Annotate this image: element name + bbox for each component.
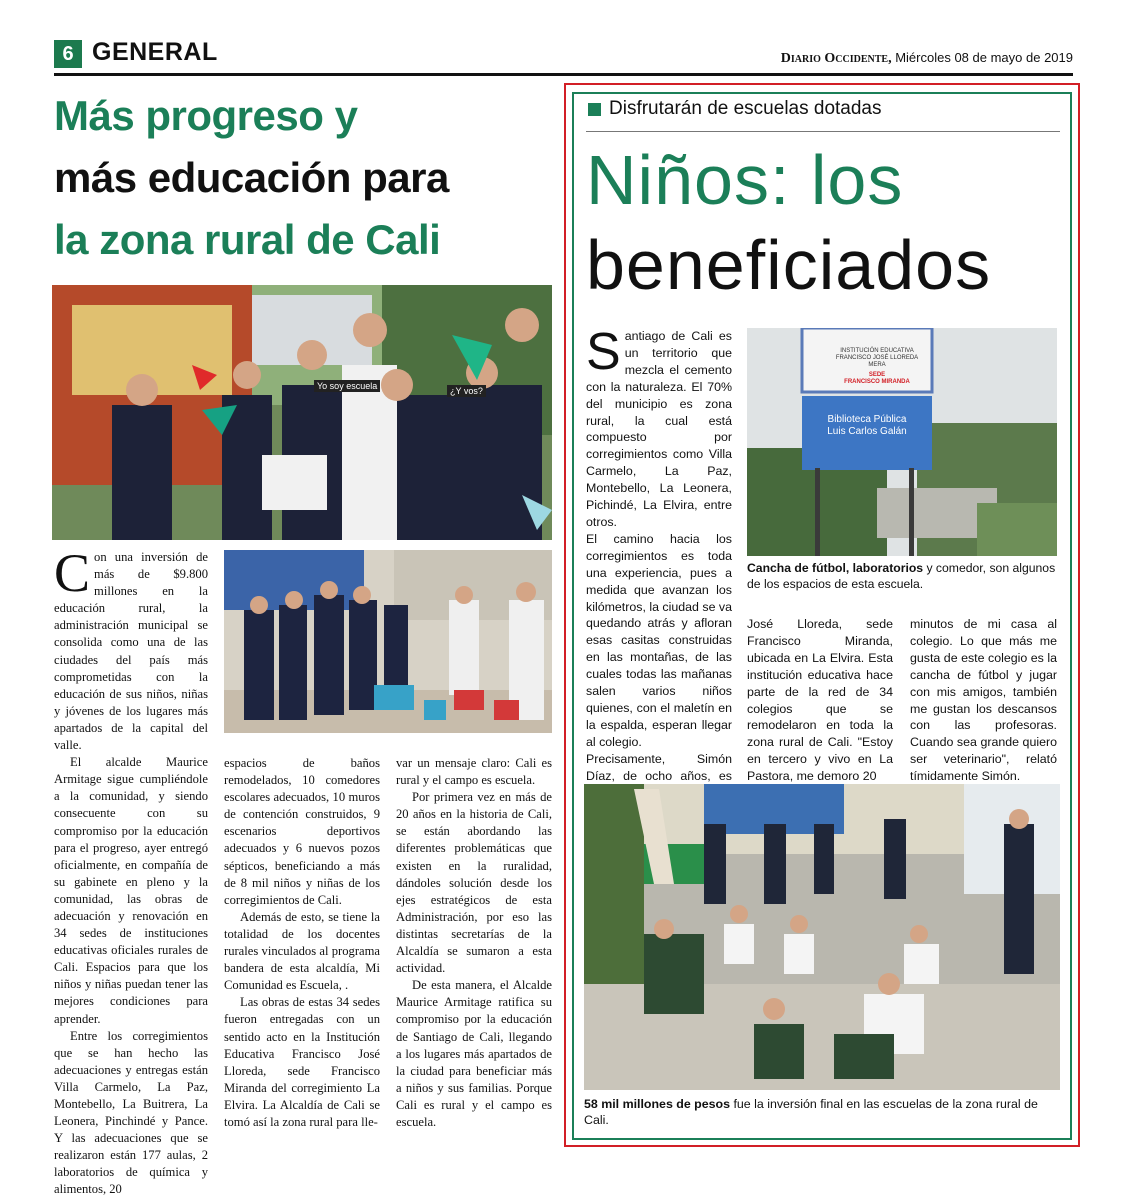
paragraph: Precisamente, Simón Díaz, de ocho años, es [586, 751, 732, 783]
dropcap: C [54, 543, 91, 603]
kicker-rule [586, 131, 1060, 132]
right-article-column-1 [586, 323, 733, 835]
sign-library: Biblioteca Pública Luis Carlos Galán [827, 414, 907, 437]
caption-text: fue la inversión final en las escuelas de la zona rural de Cali. [584, 1097, 1038, 1127]
section-title: GENERAL [92, 38, 218, 66]
left-article-column-1 [54, 543, 208, 1199]
paragraph: Las obras de estas 34 sedes fueron entregadas con un sentido acto en la Institución Educativa Francisco José Lloreda, sede Francisco Miranda del corregimiento La Elvira. La Alcaldía de Cali se tomó así la zona rural para lle- [224, 995, 380, 1129]
paragraph: minutos de mi casa al colegio. Lo que más me gusta de este colegio es la cancha de fútbol y jugar con mis amigos, también me gustan los descansos con las profesoras. Cuando sea grande quiero ser veterinario", relató tímidamente Simón. [910, 617, 1057, 784]
photo-caption [584, 1097, 1060, 1128]
headline-line-1: Más progreso y [54, 92, 358, 139]
dropcap: S [586, 323, 621, 381]
headline-line-2: más educación para [54, 154, 449, 201]
paragraph: antiago de Cali es un territorio que mezcla el cemento con la naturaleza. El 70% del municipio es zona rural, la cual está compuesto por corregimientos como Villa Carmelo, La Paz, Montebello, La Leonera, Pichindé, La Elvira, entre otros. [586, 329, 732, 529]
kicker-bullet-icon [588, 103, 601, 116]
photo-sign-text: ¿Y vos? [447, 385, 486, 397]
paragraph: Además de esto, se tiene la totalidad de los docentes rurales vinculados al programa bandera de esta alcaldía, Mi Comunidad es Escuela, . [224, 909, 380, 993]
photo-caption [747, 561, 1057, 592]
page-number: 6 [54, 40, 82, 68]
paragraph: Entre los corregimientos que se han hecho las adecuaciones y entregas están Villa Carmelo, La Paz, Montebello, La Buitrera, La Leonera, Pinchindé y Pance. Y las adecuaciones que se realizaron están 177 aulas, 2 laboratorios de química y alimentos, 20 [54, 1028, 208, 1197]
classroom-photo [224, 550, 552, 733]
paper-dateline [781, 50, 1073, 67]
left-article-column-2 [224, 755, 380, 1131]
photo-sign-text: Yo soy escuela [314, 380, 380, 392]
kicker: Disfrutarán de escuelas dotadas [609, 98, 882, 119]
paragraph: on una inversión de más de $9.800 millones en la educación rural, la administración municipal se consolida como una de las ciudades del país más comprometidas con la educación de sus niños, niñas y jóvenes de los lugares más apartados de la capital del valle. [54, 550, 208, 753]
headline-line-3: la zona rural de Cali [54, 216, 441, 263]
header-rule [54, 73, 1073, 76]
article-title-line-2: beneficiados [586, 226, 992, 304]
issue-date: Miércoles 08 de mayo de 2019 [895, 50, 1073, 65]
paragraph: José Lloreda, sede Francisco Miranda, ubicada en La Elvira. Esta institución educativa hace parte de la red de 34 colegios que se remodelaron en toda la zona rural de Cali. "Estoy en tercero y vivo en La Pastora, me demoro 20 [747, 617, 893, 784]
caption-bold: 58 mil millones de pesos [584, 1097, 730, 1111]
article-title-line-1: Niños: los [586, 141, 904, 219]
sign-institution: INSTITUCIÓN EDUCATIVA FRANCISCO JOSÉ LLOREDA MERA SEDE FRANCISCO MIRANDA [835, 348, 919, 385]
right-article-column-2 [747, 616, 893, 785]
paragraph: El camino hacia los corregimientos es toda una experiencia, pues a medida que avanzan los kilómetros, la ciudad se va quedando atrás y afloran esas casitas construidas en las montañas, de las cuales todas las mañanas salen varios niños quienes, con el maletín en la espalda, esperan llegar al colegio. [586, 531, 733, 749]
paragraph: El alcalde Maurice Armitage sigue cumpliéndole a la comunidad, y siendo consecuente con su compromiso por la educación para el progreso, ayer entregó oficialmente, en compañía de su gabinete en pleno y la comunidad, las obras de adecuación y renovación en 34 sedes de instituciones educativas oficiales rurales de Cali. Espacios para que los niños y niñas puedan tener las mejores condiciones para aprender. [54, 755, 208, 1026]
paragraph: espacios de baños remodelados, 10 comedores escolares adecuados, 10 muros de contención construidos, 9 escenarios deportivos adecuados y 6 nuevos pozos sépticos, beneficiando a más de 8 mil niños y niñas de los corregimientos de Cali. [224, 756, 380, 907]
school-sign-photo [747, 328, 1057, 556]
caption-bold: Cancha de fútbol, laboratorios [747, 561, 924, 575]
schoolyard-photo [584, 784, 1060, 1090]
main-photo [52, 285, 552, 540]
paper-name: Diario Occidente, [780, 51, 892, 66]
paragraph: Por primera vez en más de 20 años en la historia de Cali, se están abordando las diferentes problemáticas que existen en la ruralidad, dándoles solución desde los ejes estratégicos de esta Administración, por eso las distintas secretarías de la Alcaldía se sumaron a esta actividad. [396, 790, 552, 976]
right-article-column-3 [910, 616, 1057, 785]
left-article-column-3 [396, 755, 552, 1131]
caption-text: y comedor, son algunos de los espacios de esta escuela. [747, 561, 1056, 591]
paragraph: var un mensaje claro: Cali es rural y el campo es escuela. [396, 756, 552, 788]
paragraph: De esta manera, el Alcalde Maurice Armitage ratifica su compromiso por la educación de Santiago de Cali, llegando a los lugares más apartados de la ciudad para beneficiar más a niños y sus familias. Porque Cali es rural y el campo es escuela. [396, 978, 552, 1129]
